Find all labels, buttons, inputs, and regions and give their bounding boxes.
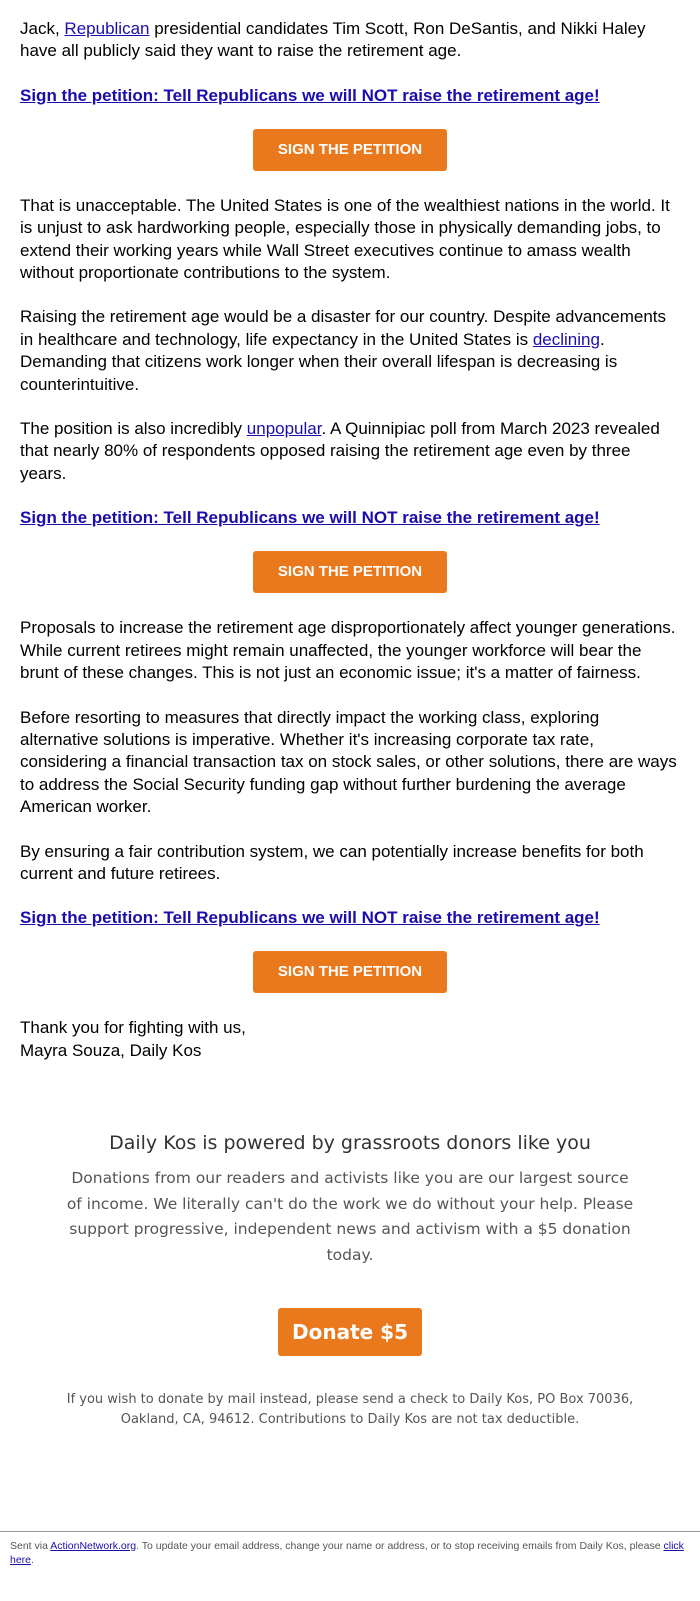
signoff — [20, 1017, 680, 1062]
email-body — [20, 18, 680, 1062]
paragraph-2 — [20, 306, 680, 396]
actionnetwork-link[interactable]: ActionNetwork.org — [50, 1540, 137, 1552]
petition-button-wrap-3 — [20, 951, 680, 993]
donate-button[interactable]: Donate $5 — [278, 1308, 422, 1356]
donate-text: Donations from our readers and activists like you are our largest source of income. We literally can't do the work we do without your help. Please support progressive, independent news and activism with a $5 donation today. — [66, 1169, 634, 1264]
paragraph-3-text-a: The position is also incredibly — [20, 419, 247, 439]
sign-petition-button-2[interactable]: SIGN THE PETITION — [253, 551, 447, 593]
footer-end: . — [31, 1553, 34, 1566]
intro-text: presidential candidates Tim Scott, Ron DeSantis, and Nikki Haley have all publicly said they want to raise the retirement age. — [20, 19, 646, 61]
paragraph-3-text-b: . A Quinnipiac poll from March 2023 revealed that nearly 80% of respondents opposed raising the retirement age even by three years. — [20, 419, 660, 483]
mail-donation-note: If you wish to donate by mail instead, please send a check to Daily Kos, PO Box 70036, Oakland, CA, 94612. Contributions to Daily Kos are not tax deductible. — [66, 1392, 634, 1428]
paragraph-2-text-a: Raising the retirement age would be a disaster for our country. Despite advancements in healthcare and technology, life expectancy in the United States is — [20, 307, 667, 349]
footer-divider — [0, 1531, 700, 1532]
petition-link-2[interactable]: Sign the petition: Tell Republicans we will NOT raise the retirement age! — [20, 508, 600, 528]
donate-section — [0, 1130, 700, 1430]
unpopular-link[interactable]: unpopular — [246, 419, 322, 439]
intro-paragraph — [20, 18, 680, 63]
footer — [10, 1540, 690, 1567]
paragraph-2-text-b: . Demanding that citizens work longer when their overall lifespan is decreasing is counterintuitive. — [20, 329, 618, 394]
donate-heading: Daily Kos is powered by grassroots donors like you — [109, 1132, 591, 1154]
footer-sent-via: Sent via — [10, 1540, 51, 1552]
footer-text: . To update your email address, change your name or address, or to stop receiving emails from Daily Kos, please — [136, 1540, 664, 1552]
petition-button-wrap-1 — [20, 129, 680, 171]
declining-link[interactable]: declining — [532, 329, 600, 349]
paragraph-3 — [20, 418, 680, 485]
signoff-line-1: Thank you for fighting with us, — [20, 1018, 246, 1038]
greeting: Jack, — [20, 19, 60, 38]
petition-button-wrap-2 — [20, 551, 680, 593]
paragraph-1: That is unacceptable. The United States is one of the wealthiest nations in the world. It is unjust to ask hardworking people, especially those in physically demanding jobs, to extend their working years while Wall Street executives continue to amass wealth without proportionate contributions to the system. — [20, 195, 670, 283]
sign-petition-button-1[interactable]: SIGN THE PETITION — [253, 129, 447, 171]
petition-link-1[interactable]: Sign the petition: Tell Republicans we will NOT raise the retirement age! — [20, 85, 600, 105]
petition-link-3[interactable]: Sign the petition: Tell Republicans we will NOT raise the retirement age! — [20, 908, 600, 928]
paragraph-6: By ensuring a fair contribution system, we can potentially increase benefits for both current and future retirees. — [20, 841, 644, 883]
paragraph-4: Proposals to increase the retirement age disproportionately affect younger generations. While current retirees might remain unaffected, the younger workforce will bear the brunt of these changes. This is not just an economic issue; it's a matter of fairness. — [20, 618, 676, 683]
signoff-line-2: Mayra Souza, Daily Kos — [20, 1040, 202, 1060]
paragraph-5: Before resorting to measures that directly impact the working class, exploring alternative solutions is imperative. Whether it's increasing corporate tax rate, considering a financial transaction tax on stock sales, or other solutions, there are ways to address the Social Security funding gap without further burdening the average American worker. — [20, 707, 677, 817]
click-here-link[interactable]: click here — [10, 1540, 684, 1566]
republican-link[interactable]: Republican — [64, 19, 150, 38]
sign-petition-button-3[interactable]: SIGN THE PETITION — [253, 951, 447, 993]
